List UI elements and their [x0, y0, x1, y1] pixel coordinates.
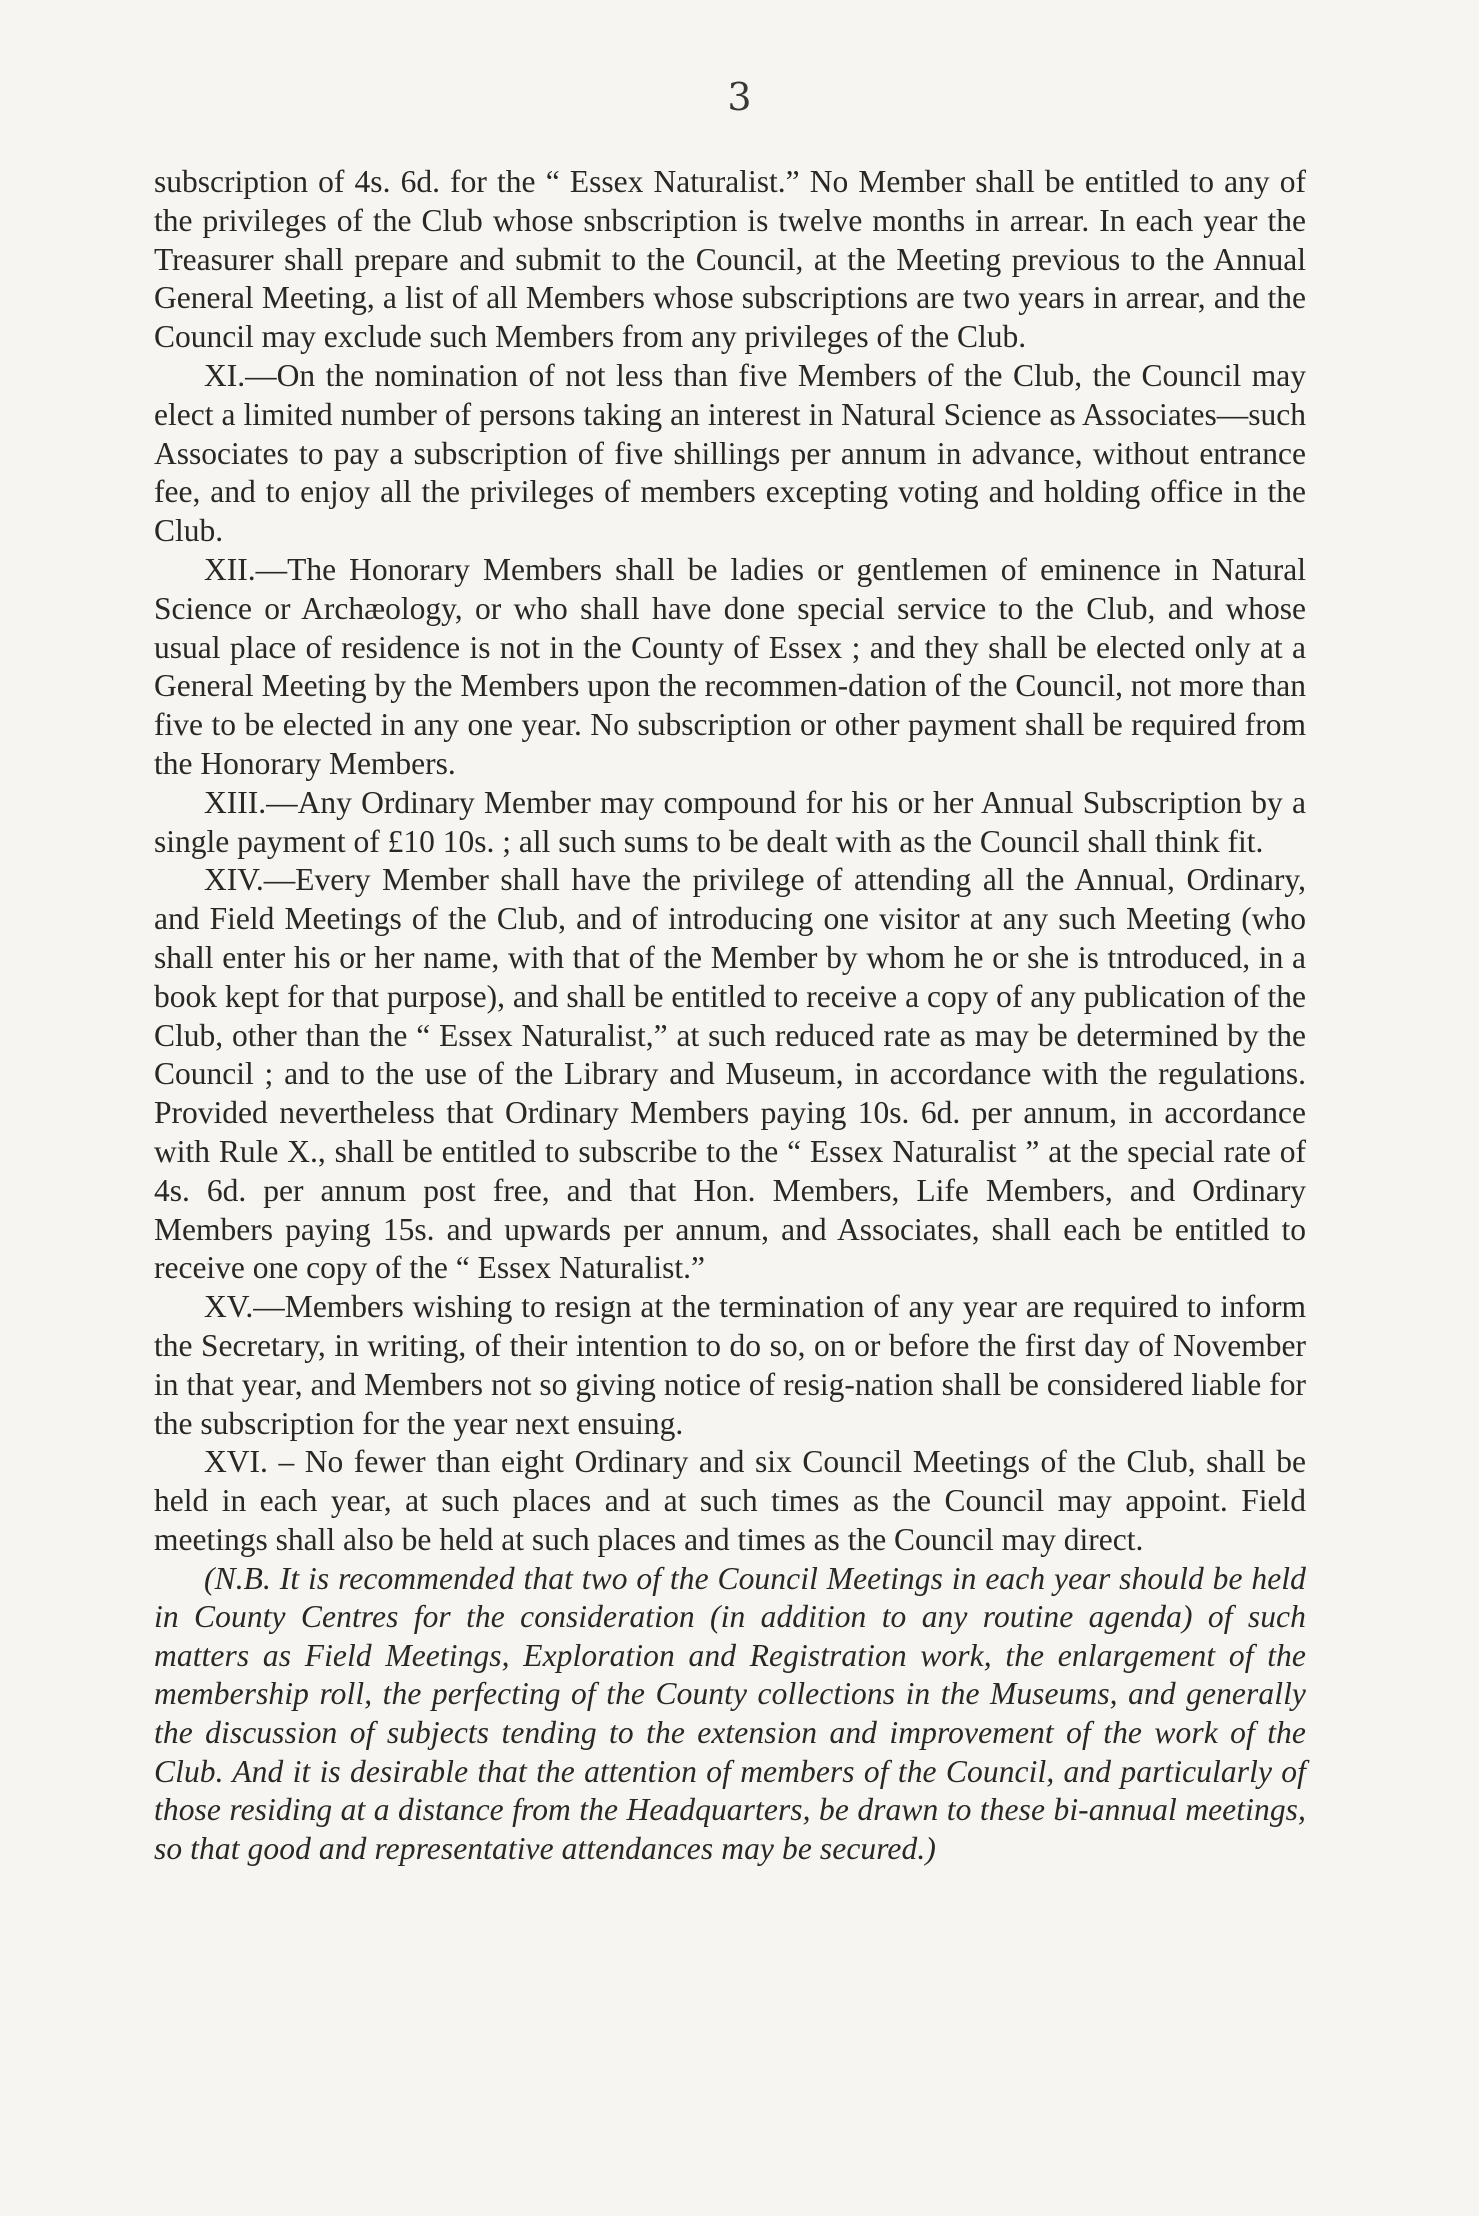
rules-text-block: [154, 163, 1306, 1868]
paragraph-rule-xii: XII.—The Honorary Members shall be ladies or gentlemen of eminence in Natural Science or Archæology, or who shall have done special service to the Club, and whose usual place of residence is not in the County of Essex ; and they shall be elected only at a General Meeting by the Members upon the recommen-dation of the Council, not more than five to be elected in any one year. No subscription or other payment shall be required from the Honorary Members.: [154, 551, 1306, 781]
paragraph-rule-xi: XI.—On the nomination of not less than five Members of the Club, the Council may elect a limited number of persons taking an interest in Natural Science as Associates—such Associates to pay a subscription of five shillings per annum in advance, without entrance fee, and to enjoy all the privileges of members excepting voting and holding office in the Club.: [154, 357, 1306, 549]
paragraph-rule-xiv: XIV.—Every Member shall have the privilege of attending all the Annual, Ordinary, and Field Meetings of the Club, and of introducing one visitor at any such Meeting (who shall enter his or her name, with that of the Member by whom he or she is tntroduced, in a book kept for that purpose), and shall be entitled to receive a copy of any publication of the Club, other than the “ Essex Naturalist,” at such reduced rate as may be determined by the Council ; and to the use of the Library and Museum, in accordance with the regulations. Provided nevertheless that Ordinary Members paying 10s. 6d. per annum, in accordance with Rule X., shall be entitled to subscribe to the “ Essex Naturalist ” at the special rate of 4s. 6d. per annum post free, and that Hon. Members, Life Members, and Ordinary Members paying 15s. and upwards per annum, and Associates, shall each be entitled to receive one copy of the “ Essex Naturalist.”: [154, 862, 1306, 1286]
paragraph-rule-x-continued: subscription of 4s. 6d. for the “ Essex Naturalist.” No Member shall be entitled to any of the privileges of the Club whose snbscription is twelve months in arrear. In each year the Treasurer shall prepare and submit to the Council, at the Meeting previous to the Annual General Meeting, a list of all Members whose subscriptions are two years in arrear, and the Council may exclude such Members from any privileges of the Club.: [154, 164, 1306, 355]
paragraph-rule-xiii: XIII.—Any Ordinary Member may compound for his or her Annual Subscription by a single payment of £10 10s. ; all such sums to be dealt with as the Council shall think fit.: [154, 784, 1306, 859]
page-number: 3: [727, 75, 752, 119]
paragraph-rule-xv: XV.—Members wishing to resign at the termination of any year are required to inform the Secretary, in writing, of their intention to do so, on or before the first day of November in that year, and Members not so giving notice of resig-nation shall be considered liable for the subscription for the year next ensuing.: [154, 1289, 1306, 1441]
nota-bene-note: (N.B. It is recommended that two of the Council Meetings in each year should be held in County Centres for the consideration (in addition to any routine agenda) of such matters as Field Meetings, Exploration and Registration work, the enlargement of the membership roll, the perfecting of the County collections in the Museums, and generally the discussion of subjects tending to the extension and improvement of the work of the Club. And it is desirable that the attention of members of the Council, and particularly of those residing at a distance from the Headquarters, be drawn to these bi-annual meetings, so that good and representative attendances may be secured.): [154, 1560, 1306, 1866]
paragraph-rule-xvi: XVI. – No fewer than eight Ordinary and six Council Meetings of the Club, shall be held in each year, at such places and at such times as the Council may appoint. Field meetings shall also be held at such places and times as the Council may direct.: [154, 1444, 1306, 1557]
